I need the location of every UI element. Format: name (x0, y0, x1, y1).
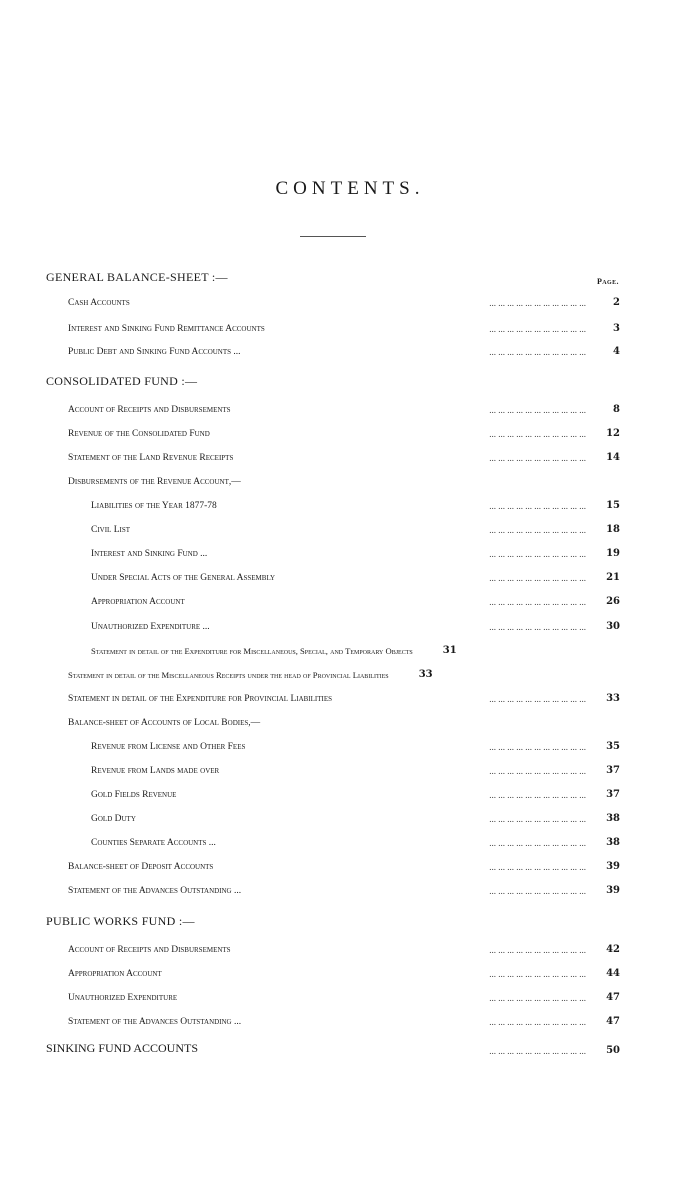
dot-leader: ... ... ... ... ... ... ... ... ... ... ... (489, 525, 586, 535)
dot-leader: ... ... ... ... ... ... ... ... ... ... ... (489, 886, 586, 896)
toc-entry-label: Appropriation Account (91, 597, 185, 607)
toc-entry-label: Revenue from License and Other Fees (91, 742, 246, 752)
toc-entry (91, 569, 620, 583)
toc-entry-page: 12 (606, 428, 620, 439)
toc-entry-page: 38 (606, 837, 620, 848)
toc-entry-label: Statement of the Land Revenue Receipts (68, 453, 234, 463)
toc-entry (68, 965, 620, 979)
dot-leader: ... ... ... ... ... ... ... ... ... ... ... (489, 993, 586, 1003)
dot-leader: ... ... ... ... ... ... ... ... ... ... ... (489, 549, 586, 559)
dot-leader: ... ... ... ... ... ... ... ... ... ... ... (489, 347, 586, 357)
toc-entry-page: 47 (606, 992, 620, 1003)
page-title: CONTENTS. (275, 178, 425, 199)
toc-entry-label: Balance-sheet of Deposit Accounts (68, 862, 214, 872)
toc-entry-label: Statement of the Advances Outstanding ... (68, 1017, 242, 1027)
section-heading-consolidated-fund: CONSOLIDATED FUND :— (46, 374, 198, 388)
toc-entry-label: Statement in detail of the Miscellaneous Receipts under the head of Provincial Liabilities (68, 670, 389, 680)
toc-entry (91, 593, 620, 607)
toc-entry-label: Balance-sheet of Accounts of Local Bodies,— (68, 718, 261, 728)
toc-entry-page: 15 (606, 500, 620, 511)
dot-leader: ... ... ... ... ... ... ... ... ... ... ... (489, 862, 586, 872)
dot-leader: ... ... ... ... ... ... ... ... ... ... ... (489, 622, 586, 632)
toc-entry-label: Civil List (91, 525, 131, 535)
dot-leader: ... ... ... ... ... ... ... ... ... ... ... (489, 597, 586, 607)
toc-entry-page: 8 (613, 404, 620, 415)
toc-entry (68, 294, 620, 308)
toc-entry (68, 1013, 620, 1027)
toc-subheading (68, 473, 620, 487)
toc-entry-label: Interest and Sinking Fund ... (91, 549, 208, 559)
toc-entry (68, 882, 620, 896)
dot-leader: ... ... ... ... ... ... ... ... ... ... ... (489, 298, 586, 308)
toc-entry-page: 33 (418, 669, 433, 680)
toc-entry-page: 47 (606, 1016, 620, 1027)
toc-entry-label: Unauthorized Expenditure (68, 993, 178, 1003)
toc-entry-page: 33 (606, 693, 620, 704)
toc-entry (68, 320, 620, 334)
toc-entry-label: SINKING FUND ACCOUNTS (46, 1041, 199, 1055)
toc-entry-page: 39 (606, 861, 620, 872)
toc-entry-page: 31 (442, 645, 457, 656)
page-column-label: Page. (597, 277, 619, 286)
toc-entry-page: 30 (606, 621, 620, 632)
toc-entry-label: Counties Separate Accounts ... (91, 838, 216, 848)
toc-entry (68, 343, 620, 357)
toc-entry-label: Liabilities of the Year 1877-78 (91, 501, 217, 511)
toc-entry-page: 37 (606, 789, 620, 800)
toc-entry-page: 19 (606, 548, 620, 559)
dot-leader: ... ... ... ... ... ... ... ... ... ... ... (489, 1017, 586, 1027)
toc-entry (91, 810, 620, 824)
toc-entry-label: Statement in detail of the Expenditure for Provincial Liabilities (68, 694, 333, 704)
toc-entry (68, 690, 620, 704)
toc-entry-label: Statement of the Advances Outstanding ... (68, 886, 242, 896)
dot-leader: ... ... ... ... ... ... ... ... ... ... ... (489, 742, 586, 752)
dot-leader: ... ... ... ... ... ... ... ... ... ... ... (489, 838, 586, 848)
toc-entry-label: Appropriation Account (68, 969, 162, 979)
dot-leader: ... ... ... ... ... ... ... ... ... ... ... (489, 694, 586, 704)
toc-entry-sinking-fund (46, 1042, 620, 1056)
section-heading-public-works-fund: PUBLIC WORKS FUND :— (46, 914, 195, 928)
toc-entry-label: Statement in detail of the Expenditure for Miscellaneous, Special, and Temporary Objects (91, 646, 413, 656)
toc-entry (68, 989, 620, 1003)
toc-entry-label: Revenue from Lands made over (91, 766, 220, 776)
dot-leader: ... ... ... ... ... ... ... ... ... ... ... (489, 405, 586, 415)
toc-entry-page: 35 (606, 741, 620, 752)
toc-entry-label: Cash Accounts (68, 298, 130, 308)
dot-leader: ... ... ... ... ... ... ... ... ... ... ... (489, 453, 586, 463)
toc-entry-label: Account of Receipts and Disbursements (68, 945, 231, 955)
toc-entry-label: Gold Duty (91, 814, 136, 824)
dot-leader: ... ... ... ... ... ... ... ... ... ... ... (489, 324, 586, 334)
toc-entry-label: Gold Fields Revenue (91, 790, 177, 800)
toc-entry (91, 497, 620, 511)
toc-entry (91, 738, 620, 752)
toc-entry (91, 642, 620, 656)
toc-entry-label: Interest and Sinking Fund Remittance Accounts (68, 324, 265, 334)
toc-entry (68, 666, 620, 680)
toc-entry-page: 14 (606, 452, 620, 463)
toc-entry-label: Account of Receipts and Disbursements (68, 405, 231, 415)
toc-entry (91, 786, 620, 800)
toc-entry (68, 858, 620, 872)
toc-entry (91, 834, 620, 848)
dot-leader: ... ... ... ... ... ... ... ... ... ... ... (489, 429, 586, 439)
toc-entry-label: Unauthorized Expenditure ... (91, 622, 210, 632)
toc-entry-page: 4 (613, 346, 620, 357)
toc-entry (91, 545, 620, 559)
toc-entry-page: 21 (606, 572, 620, 583)
toc-subheading (68, 714, 620, 728)
toc-entry (91, 618, 620, 632)
toc-entry-label: Under Special Acts of the General Assembly (91, 573, 276, 583)
toc-entry-page: 38 (606, 813, 620, 824)
toc-entry-page: 2 (613, 297, 620, 308)
dot-leader: ... ... ... ... ... ... ... ... ... ... ... (489, 945, 586, 955)
toc-entry-page: 50 (606, 1045, 620, 1056)
toc-entry-label: Public Debt and Sinking Fund Accounts ... (68, 347, 241, 357)
toc-entry (68, 941, 620, 955)
toc-entry-label: Disbursements of the Revenue Account,— (68, 477, 241, 487)
toc-entry (68, 449, 620, 463)
dot-leader: ... ... ... ... ... ... ... ... ... ... ... (489, 573, 586, 583)
section-heading-general-balance-sheet: GENERAL BALANCE-SHEET :— (46, 270, 228, 284)
dot-leader: ... ... ... ... ... ... ... ... ... ... ... (489, 790, 586, 800)
toc-entry-label: Revenue of the Consolidated Fund (68, 429, 210, 439)
toc-entry-page: 3 (613, 323, 620, 334)
dot-leader: ... ... ... ... ... ... ... ... ... ... ... (489, 766, 586, 776)
title-rule (300, 236, 366, 237)
toc-entry-page: 42 (606, 944, 620, 955)
toc-entry-page: 44 (606, 968, 620, 979)
dot-leader: ... ... ... ... ... ... ... ... ... ... ... (489, 501, 586, 511)
toc-entry (91, 521, 620, 535)
dot-leader: ... ... ... ... ... ... ... ... ... ... ... (489, 1046, 586, 1056)
toc-entry (91, 762, 620, 776)
toc-entry-page: 26 (606, 596, 620, 607)
toc-entry-page: 18 (606, 524, 620, 535)
toc-entry-page: 39 (606, 885, 620, 896)
toc-entry-page: 37 (606, 765, 620, 776)
dot-leader: ... ... ... ... ... ... ... ... ... ... ... (489, 969, 586, 979)
toc-entry (68, 401, 620, 415)
dot-leader: ... ... ... ... ... ... ... ... ... ... ... (489, 814, 586, 824)
toc-entry (68, 425, 620, 439)
